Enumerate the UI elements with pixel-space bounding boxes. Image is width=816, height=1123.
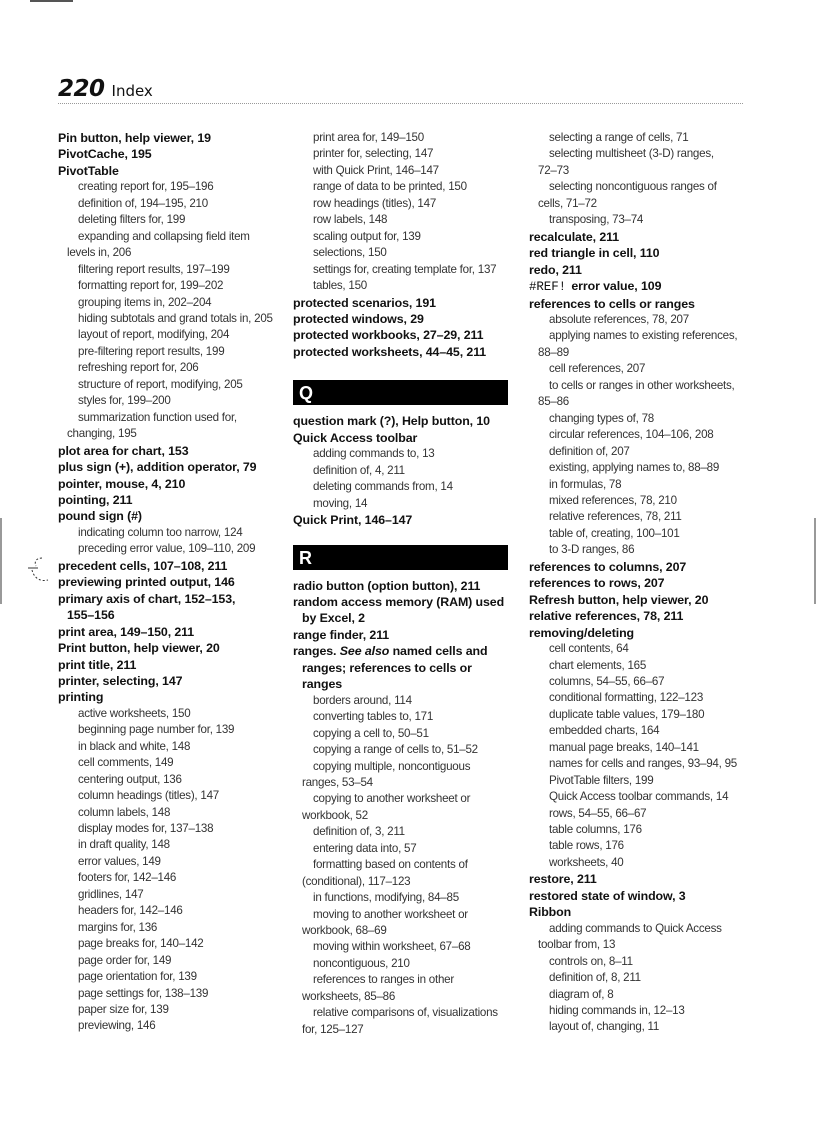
index-entry: Pin button, help viewer, 19 [58,131,211,145]
index-subentry: PivotTable filters, 199 [549,773,654,787]
index-subentry: copying multiple, noncontiguous [313,759,471,773]
index-subentry: embedded charts, 164 [549,724,660,738]
index-entry: PivotTable [58,163,119,178]
index-subentry: worksheets, 40 [549,855,624,869]
index-subentry: table rows, 176 [549,839,624,853]
index-subentry: moving within worksheet, 67–68 [313,940,471,954]
index-entry: protected worksheets, 44–45, 211 [293,344,487,359]
index-subentry: styles for, 199–200 [78,394,171,408]
index-subentry: definition of, 4, 211 [313,463,405,477]
index-subentry: centering output, 136 [78,772,182,786]
entry-text: error value, 109 [571,279,662,294]
index-entry: print title, 211 [58,657,137,672]
index-subentry: applying names to existing references, [549,329,738,343]
index-column-3 [529,130,759,1036]
index-subentry: page order for, 149 [78,953,172,967]
index-entry: protected scenarios, 191 [293,295,436,310]
index-entry: plot area for chart, 153 [58,443,189,458]
binding-mark-left [0,518,2,604]
index-entry: red triangle in cell, 110 [529,246,660,261]
index-subentry: levels in, 206 [67,246,132,260]
index-entry: 155–156 [67,608,115,623]
index-subentry: page orientation for, 139 [78,970,197,984]
index-entry: Quick Print, 146–147 [293,513,413,528]
index-entry [529,278,759,295]
index-subentry: with Quick Print, 146–147 [313,163,439,177]
index-subentry: layout of, changing, 11 [549,1020,660,1034]
header-rule [58,103,743,104]
index-subentry: column headings (titles), 147 [78,789,219,803]
index-subentry: formatting report for, 199–202 [78,279,224,293]
index-subentry: in draft quality, 148 [78,838,170,852]
index-subentry: (conditional), 117–123 [302,874,411,888]
index-entry: Print button, help viewer, 20 [58,641,220,656]
index-subentry: copying a cell to, 50–51 [313,726,429,740]
index-column-2 [293,130,523,1038]
index-subentry: grouping items in, 202–204 [78,295,212,309]
index-entry: Quick Access toolbar [293,430,418,445]
index-subentry: cell comments, 149 [78,756,174,770]
index-entry: print area, 149–150, 211 [58,624,195,639]
index-subentry: selections, 150 [313,246,387,260]
index-subentry: converting tables to, 171 [313,710,434,724]
index-entry: removing/deleting [529,625,635,640]
index-subentry: 72–73 [538,163,569,177]
entry-text: ranges. [293,644,337,659]
index-subentry: row headings (titles), 147 [313,196,437,210]
index-entry: plus sign (+), addition operator, 79 [58,460,257,475]
index-subentry: relative references, 78, 211 [549,510,682,524]
index-subentry: for, 125–127 [302,1022,364,1036]
index-subentry: definition of, 8, 211 [549,971,641,985]
index-column-1 [58,130,288,1035]
index-subentry: 88–89 [538,345,569,359]
index-subentry: formatting based on contents of [313,858,468,872]
index-subentry: absolute references, 78, 207 [549,312,689,326]
index-subentry: previewing, 146 [78,1019,156,1033]
index-entry: ranges [302,677,343,692]
index-subentry: print area for, 149–150 [313,131,424,144]
index-entry: radio button (option button), 211 [293,578,481,593]
index-entry: printing [58,690,104,705]
index-subentry: display modes for, 137–138 [78,822,214,836]
index-entry: references to columns, 207 [529,559,687,574]
index-subentry: selecting multisheet (3-D) ranges, [549,147,714,161]
index-subentry: in black and white, 148 [78,739,191,753]
index-subentry: in functions, modifying, 84–85 [313,891,459,905]
index-entry: question mark (?), Help button, 10 [293,414,490,429]
index-entry: random access memory (RAM) used [293,594,505,609]
index-subentry: borders around, 114 [313,693,412,707]
index-entry: range finder, 211 [293,627,390,642]
index-subentry: noncontiguous, 210 [313,956,410,970]
index-subentry: structure of report, modifying, 205 [78,377,243,391]
index-subentry: paper size for, 139 [78,1003,169,1017]
index-subentry: controls on, 8–11 [549,954,633,968]
top-edge-mark [30,0,73,2]
index-subentry: page settings for, 138–139 [78,986,209,1000]
index-entry: primary axis of chart, 152–153, [58,591,236,606]
index-entry: Refresh button, help viewer, 20 [529,592,709,607]
index-subentry: adding commands to Quick Access [549,921,722,935]
page-title: Index [111,82,153,100]
index-subentry: to 3-D ranges, 86 [549,543,635,557]
index-subentry: relative comparisons of, visualizations [313,1006,498,1020]
index-subentry: rows, 54–55, 66–67 [549,806,647,820]
handwritten-mark-icon [28,556,60,586]
index-subentry: error values, 149 [78,854,161,868]
index-subentry: range of data to be printed, 150 [313,180,467,194]
index-subentry: summarization function used for, [78,410,237,424]
index-subentry: cells, 71–72 [538,196,597,210]
index-subentry: existing, applying names to, 88–89 [549,461,720,475]
see-also-label: See also [339,644,390,659]
index-subentry: beginning page number for, 139 [78,723,235,737]
index-subentry: workbook, 52 [302,808,368,822]
index-entry: printer, selecting, 147 [58,673,183,688]
index-subentry: mixed references, 78, 210 [549,493,677,507]
index-entry: restore, 211 [529,872,597,887]
index-entry: protected workbooks, 27–29, 211 [293,328,484,343]
index-subentry: expanding and collapsing field item [78,229,250,243]
page-header [58,76,153,102]
index-subentry: definition of, 194–195, 210 [78,196,208,210]
index-entry: previewing printed output, 146 [58,575,235,590]
index-subentry: worksheets, 85–86 [302,989,396,1003]
index-subentry: changing, 195 [67,427,137,441]
index-subentry: footers for, 142–146 [78,871,177,885]
index-entry: Ribbon [529,905,572,920]
section-heading-r: R [293,545,508,570]
index-subentry: gridlines, 147 [78,887,144,901]
index-subentry: manual page breaks, 140–141 [549,740,699,754]
index-entry: PivotCache, 195 [58,147,152,162]
section-heading-q: Q [293,380,508,405]
index-subentry: printer for, selecting, 147 [313,147,434,161]
index-subentry: circular references, 104–106, 208 [549,428,714,442]
entry-text: named cells and [392,644,488,659]
index-subentry: cell contents, 64 [549,642,629,656]
index-subentry: preceding error value, 109–110, 209 [78,542,256,556]
index-entry: protected windows, 29 [293,311,424,326]
index-entry: by Excel, 2 [302,611,365,626]
index-subentry: in formulas, 78 [549,477,622,491]
index-subentry: entering data into, 57 [313,841,417,855]
index-subentry: changing types of, 78 [549,411,654,425]
index-subentry: copying to another worksheet or [313,792,471,806]
index-subentry: layout of report, modifying, 204 [78,328,230,342]
index-subentry: table columns, 176 [549,823,642,837]
index-subentry: moving, 14 [313,496,368,510]
index-subentry: chart elements, 165 [549,658,647,672]
index-subentry: active worksheets, 150 [78,706,191,720]
index-entry: relative references, 78, 211 [529,609,684,624]
index-subentry: copying a range of cells to, 51–52 [313,743,478,757]
index-subentry: selecting a range of cells, 71 [549,131,689,144]
index-entry: redo, 211 [529,262,582,277]
index-subentry: cell references, 207 [549,362,646,376]
index-subentry: moving to another worksheet or [313,907,468,921]
index-entry: pointer, mouse, 4, 210 [58,476,186,491]
index-subentry: selecting noncontiguous ranges of [549,180,717,194]
index-subentry: 85–86 [538,395,569,409]
index-subentry: pre-filtering report results, 199 [78,344,225,358]
index-subentry: indicating column too narrow, 124 [78,525,243,539]
index-entry: pound sign (#) [58,509,142,524]
index-subentry: table of, creating, 100–101 [549,526,680,540]
index-subentry: deleting commands from, 14 [313,480,453,494]
index-subentry: deleting filters for, 199 [78,213,186,227]
index-subentry: Quick Access toolbar commands, 14 [549,790,729,804]
index-subentry: duplicate table values, 179–180 [549,707,705,721]
index-subentry: refreshing report for, 206 [78,361,199,375]
index-subentry: margins for, 136 [78,920,158,934]
index-subentry: creating report for, 195–196 [78,180,214,194]
index-entry: references to cells or ranges [529,296,695,311]
index-subentry: toolbar from, 13 [538,938,616,952]
index-subentry: conditional formatting, 122–123 [549,691,704,705]
index-subentry: hiding commands in, 12–13 [549,1004,685,1018]
index-entry: precedent cells, 107–108, 211 [58,558,228,573]
index-entry: recalculate, 211 [529,229,620,244]
index-subentry: column labels, 148 [78,805,171,819]
index-subentry: settings for, creating template for, 137 [313,262,497,276]
index-entry [293,643,523,659]
index-subentry: ranges, 53–54 [302,775,373,789]
index-subentry: tables, 150 [313,279,367,293]
index-subentry: adding commands to, 13 [313,447,435,461]
index-subentry: scaling output for, 139 [313,229,421,243]
index-subentry: transposing, 73–74 [549,213,644,227]
index-entry: restored state of window, 3 [529,888,686,903]
index-subentry: filtering report results, 197–199 [78,262,230,276]
index-entry: pointing, 211 [58,492,133,507]
index-subentry: workbook, 68–69 [302,924,387,938]
index-entry: ranges; references to cells or [302,660,472,675]
index-subentry: page breaks for, 140–142 [78,937,204,951]
index-subentry: definition of, 207 [549,444,630,458]
index-subentry: row labels, 148 [313,213,388,227]
index-subentry: definition of, 3, 211 [313,825,405,839]
index-subentry: columns, 54–55, 66–67 [549,674,665,688]
index-subentry: hiding subtotals and grand totals in, 205 [78,311,273,325]
index-subentry: headers for, 142–146 [78,904,183,918]
index-entry: references to rows, 207 [529,576,665,591]
index-subentry: to cells or ranges in other worksheets, [549,378,735,392]
index-subentry: diagram of, 8 [549,987,614,1001]
index-subentry: names for cells and ranges, 93–94, 95 [549,757,737,771]
error-code: #REF! [529,280,567,295]
index-subentry: references to ranges in other [313,973,454,987]
page-number: 220 [58,76,105,102]
